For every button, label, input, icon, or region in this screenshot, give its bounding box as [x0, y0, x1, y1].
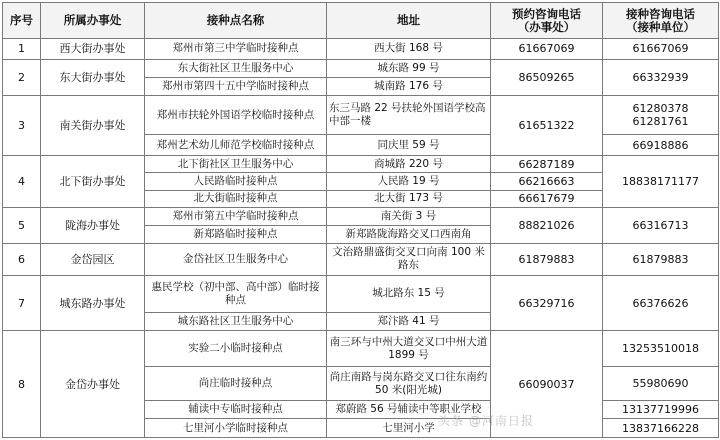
table-row [3, 96, 719, 135]
cell-site: 辅读中专临时接种点 [145, 400, 327, 418]
cell-site: 北下街社区卫生服务中心 [145, 155, 327, 172]
table-row [3, 39, 719, 60]
cell-address: 同庆里 59 号 [327, 135, 491, 156]
cell-booking-phone: 66329716 [491, 275, 603, 330]
cell-address: 人民路 19 号 [327, 173, 491, 190]
cell-site: 郑州市扶轮外国语学校临时接种点 [145, 96, 327, 135]
cell-vaccine-phone: 66316713 [603, 208, 719, 244]
header-no: 序号 [3, 3, 41, 39]
cell-vaccine-phone: 66332939 [603, 59, 719, 96]
cell-office: 东大街办事处 [41, 59, 145, 96]
cell-vaccine-phone: 66376626 [603, 275, 719, 330]
cell-no: 6 [3, 244, 41, 276]
cell-site: 尚庄临时接种点 [145, 367, 327, 401]
cell-no: 3 [3, 96, 41, 155]
header-office: 所属办事处 [41, 3, 145, 39]
cell-site: 新郑路临时接种点 [145, 225, 327, 243]
cell-site: 城东路社区卫生服务中心 [145, 312, 327, 330]
cell-no: 2 [3, 59, 41, 96]
cell-address: 南关街 3 号 [327, 208, 491, 225]
cell-vaccine-phone: 61280378 61281761 [603, 96, 719, 135]
cell-office: 金岱办事处 [41, 331, 145, 438]
table-row [3, 275, 719, 312]
cell-office: 城东路办事处 [41, 275, 145, 330]
cell-vaccine-phone: 66918886 [603, 135, 719, 156]
header-row [3, 3, 719, 39]
cell-booking-phone: 88821026 [491, 208, 603, 244]
cell-vaccine-phone: 61667069 [603, 39, 719, 60]
cell-booking-phone: 66617679 [491, 190, 603, 207]
cell-site: 北大街临时接种点 [145, 190, 327, 207]
table-row [3, 331, 719, 367]
table-row [3, 155, 719, 172]
cell-address: 郑汴路 41 号 [327, 312, 491, 330]
cell-site: 郑州市第四十五中学临时接种点 [145, 77, 327, 95]
cell-vaccine-phone: 13837166228 [603, 419, 719, 438]
cell-site: 实验二小临时接种点 [145, 331, 327, 367]
cell-address: 商城路 220 号 [327, 155, 491, 172]
cell-address: 郑蔚路 56 号辅读中等职业学校 [327, 400, 491, 418]
cell-no: 1 [3, 39, 41, 60]
cell-site: 东大街社区卫生服务中心 [145, 59, 327, 77]
header-address: 地址 [327, 3, 491, 39]
cell-address: 南三环与中州大道交叉口中州大道 1899 号 [327, 331, 491, 367]
cell-address: 尚庄南路与岗东路交叉口往东南约 50 米(阳光城) [327, 367, 491, 401]
cell-site: 金岱社区卫生服务中心 [145, 244, 327, 276]
cell-address: 七里河小学 [327, 419, 491, 438]
header-vaccine-phone: 接种咨询电话 （接种单位） [603, 3, 719, 39]
cell-vaccine-phone: 61879883 [603, 244, 719, 276]
cell-office: 陇海办事处 [41, 208, 145, 244]
cell-address: 城北路东 15 号 [327, 275, 491, 312]
cell-booking-phone: 86509265 [491, 59, 603, 96]
cell-site: 郑州艺术幼儿师范学校临时接种点 [145, 135, 327, 156]
cell-address: 东三马路 22 号扶轮外国语学校高中部一楼 [327, 96, 491, 135]
cell-no: 8 [3, 331, 41, 438]
cell-office: 金岱园区 [41, 244, 145, 276]
cell-site: 郑州市第三中学临时接种点 [145, 39, 327, 60]
cell-site: 惠民学校（初中部、高中部）临时接种点 [145, 275, 327, 312]
cell-site: 人民路临时接种点 [145, 173, 327, 190]
cell-booking-phone: 66090037 [491, 331, 603, 438]
cell-address: 北大街 173 号 [327, 190, 491, 207]
cell-address: 城南路 176 号 [327, 77, 491, 95]
header-booking-phone: 预约咨询电话 （办事处） [491, 3, 603, 39]
cell-vaccine-phone: 18838171177 [603, 155, 719, 207]
cell-office: 南关街办事处 [41, 96, 145, 155]
watermark: 头条 @河南日报 [438, 414, 534, 428]
table-row [3, 208, 719, 225]
cell-booking-phone: 66287189 [491, 155, 603, 172]
cell-no: 4 [3, 155, 41, 207]
vaccination-sites-table [2, 2, 719, 438]
cell-vaccine-phone: 13253510018 [603, 331, 719, 367]
cell-booking-phone: 61879883 [491, 244, 603, 276]
cell-booking-phone: 61651322 [491, 96, 603, 155]
cell-site: 郑州市第五中学临时接种点 [145, 208, 327, 225]
cell-office: 西大街办事处 [41, 39, 145, 60]
cell-no: 7 [3, 275, 41, 330]
cell-site: 七里河小学临时接种点 [145, 419, 327, 438]
cell-vaccine-phone: 55980690 [603, 367, 719, 401]
header-site: 接种点名称 [145, 3, 327, 39]
cell-office: 北下街办事处 [41, 155, 145, 207]
cell-address: 新郑路陇海路交叉口西南角 [327, 225, 491, 243]
cell-address: 文治路鼎盛街交叉口向南 100 米路东 [327, 244, 491, 276]
table-row [3, 244, 719, 276]
cell-booking-phone: 66216663 [491, 173, 603, 190]
cell-vaccine-phone: 13137719996 [603, 400, 719, 418]
cell-booking-phone: 61667069 [491, 39, 603, 60]
cell-address: 城东路 99 号 [327, 59, 491, 77]
cell-address: 西大街 168 号 [327, 39, 491, 60]
cell-no: 5 [3, 208, 41, 244]
table-row [3, 59, 719, 77]
